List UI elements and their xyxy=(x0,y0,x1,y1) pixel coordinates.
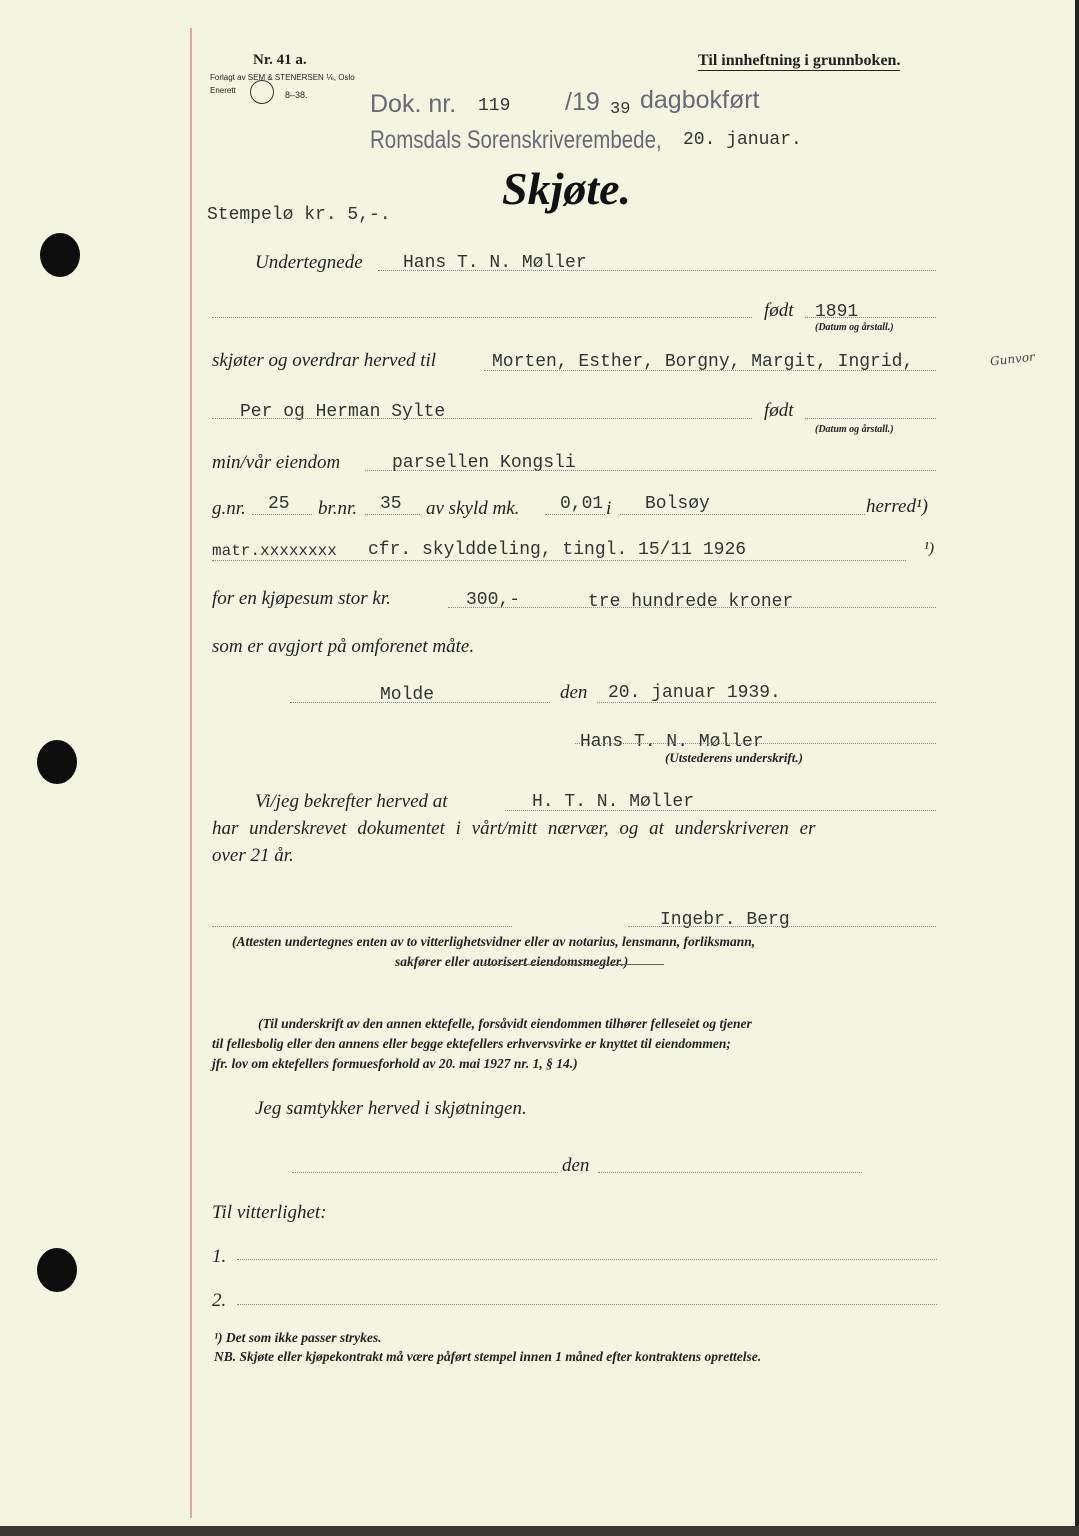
attest-label: Vi/jeg bekrefter herved at xyxy=(255,791,448,812)
date-note-2: (Datum og årstall.) xyxy=(815,424,894,435)
matr-struck: matr.xxxxxxxx xyxy=(212,542,337,560)
price-value: 300,- xyxy=(466,590,521,610)
bnr-value: 35 xyxy=(380,494,402,514)
signing-date: 20. januar 1939. xyxy=(608,683,781,703)
gnr-value: 25 xyxy=(268,494,290,514)
field-line xyxy=(378,270,936,271)
transfer-value-2: Per og Herman Sylte xyxy=(240,402,446,422)
dok-label: Dok. nr. xyxy=(370,90,457,118)
witness-signature: Ingebr. Berg xyxy=(660,910,790,930)
field-line xyxy=(252,514,312,515)
attest-note-1: (Attesten undertegnes enten av to vitterlighetsvidner eller av notarius, lensmann, forliksmann, xyxy=(232,934,756,949)
issuer-signature: Hans T. N. Møller xyxy=(580,732,764,752)
herred-label: herred¹) xyxy=(866,496,928,517)
matr-note: ¹) xyxy=(924,540,935,557)
field-line xyxy=(212,418,752,419)
punch-hole-icon xyxy=(37,1248,77,1292)
field-line xyxy=(597,702,936,703)
stamp-date: 20. januar. xyxy=(683,130,802,150)
attest-value: H. T. N. Møller xyxy=(532,792,695,812)
spouse-note-1: (Til underskrift av den annen ektefelle, forsåvidt eiendommen tilhører felleseiet og tjener xyxy=(258,1016,752,1031)
transfer-label: skjøter og overdrar herved til xyxy=(212,350,437,371)
witness-one: 1. xyxy=(212,1246,227,1267)
publisher-rights: Enerett xyxy=(210,86,236,95)
spouse-note-3: jfr. lov om ektefellers formuesforhold av 20. mai 1927 nr. 1, § 14.) xyxy=(212,1056,578,1071)
top-right-note: Til innheftning i grunnboken. xyxy=(698,52,901,69)
born-label: født xyxy=(764,300,794,321)
field-line xyxy=(575,743,936,744)
transfer-hand-note: Gunvor xyxy=(989,349,1036,369)
witness-title: Til vitterlighet: xyxy=(212,1202,327,1223)
punch-hole-icon xyxy=(37,740,77,784)
signing-den-label: den xyxy=(560,682,588,703)
issuer-caption: (Utstederens underskrift.) xyxy=(665,750,803,765)
publisher-logo-icon xyxy=(250,80,274,104)
year-prefix: /19 xyxy=(565,88,600,116)
price-label: for en kjøpesum stor kr. xyxy=(212,588,391,609)
born-label-2: født xyxy=(764,400,794,421)
office-stamp: Romsdals Sorenskriverembede, xyxy=(370,126,662,154)
born-value: 1891 xyxy=(815,302,859,322)
form-number: Nr. 41 a. xyxy=(253,52,307,68)
field-line xyxy=(545,514,605,515)
field-line xyxy=(628,926,936,927)
spouse-den-label: den xyxy=(562,1155,590,1176)
herred-value: Bolsøy xyxy=(645,494,710,514)
field-line xyxy=(598,1172,862,1173)
bnr-label: br.nr. xyxy=(318,498,358,519)
status-stamp: dagbokført xyxy=(640,86,760,114)
footer-note-2: NB. Skjøte eller kjøpekontrakt må være påført stempel innen 1 måned efter kontraktens oprettelse. xyxy=(214,1349,762,1364)
field-line xyxy=(620,514,865,515)
margin-line xyxy=(190,28,192,1518)
field-line xyxy=(365,470,936,471)
undersigned-value: Hans T. N. Møller xyxy=(403,253,587,273)
property-label: min/vår eiendom xyxy=(212,452,341,473)
spouse-note-2: til fellesbolig eller den annens eller begge ektefellers erhvervsvirke er knyttet til eiendommen; xyxy=(212,1036,731,1051)
field-line xyxy=(805,418,936,419)
attest-line-2: har underskrevet dokumentet i vårt/mitt nærvær, og at underskriveren er xyxy=(212,818,816,839)
field-line xyxy=(484,370,936,371)
attest-note-2: sakfører eller autorisert eiendomsmegler.) xyxy=(395,954,629,969)
i-label: i xyxy=(606,498,612,519)
field-line xyxy=(290,702,550,703)
undersigned-label: Undertegnede xyxy=(255,252,363,273)
publisher-date: 8–38. xyxy=(285,90,308,100)
field-line xyxy=(237,1259,937,1260)
transfer-value: Morten, Esther, Borgny, Margit, Ingrid, xyxy=(492,352,914,372)
page-edge xyxy=(1075,0,1079,1536)
dok-number: 119 xyxy=(478,96,511,116)
stamp-fee: Stempelø kr. 5,-. xyxy=(207,205,391,225)
page-title: Skjøte. xyxy=(502,163,632,214)
date-note: (Datum og årstall.) xyxy=(815,322,894,333)
settled-text: som er avgjort på omforenet måte. xyxy=(212,636,475,657)
field-line xyxy=(292,1172,558,1173)
matr-value: cfr. skylddeling, tingl. 15/11 1926 xyxy=(368,540,747,560)
gnr-label: g.nr. xyxy=(212,498,246,519)
skyld-label: av skyld mk. xyxy=(426,498,520,519)
field-line xyxy=(805,317,936,318)
divider xyxy=(484,964,664,965)
consent-text: Jeg samtykker herved i skjøtningen. xyxy=(255,1098,527,1119)
publisher-line: Forlagt av SEM & STENERSEN ⅙, Oslo xyxy=(210,73,355,82)
witness-two: 2. xyxy=(212,1290,227,1311)
field-line xyxy=(212,317,752,318)
skyld-value: 0,01 xyxy=(560,494,604,514)
page-bottom-edge xyxy=(0,1526,1079,1536)
field-line xyxy=(505,810,936,811)
signing-place: Molde xyxy=(380,685,435,705)
field-line xyxy=(448,607,936,608)
year-suffix: 39 xyxy=(610,100,631,119)
field-line xyxy=(365,514,420,515)
footer-note-1: ¹) Det som ikke passer strykes. xyxy=(214,1330,382,1345)
field-line xyxy=(212,926,512,927)
attest-line-3: over 21 år. xyxy=(212,845,294,866)
punch-hole-icon xyxy=(40,233,80,277)
property-value: parsellen Kongsli xyxy=(392,453,576,473)
field-line xyxy=(237,1304,937,1305)
price-words: tre hundrede kroner xyxy=(588,592,794,612)
field-line xyxy=(212,560,906,561)
